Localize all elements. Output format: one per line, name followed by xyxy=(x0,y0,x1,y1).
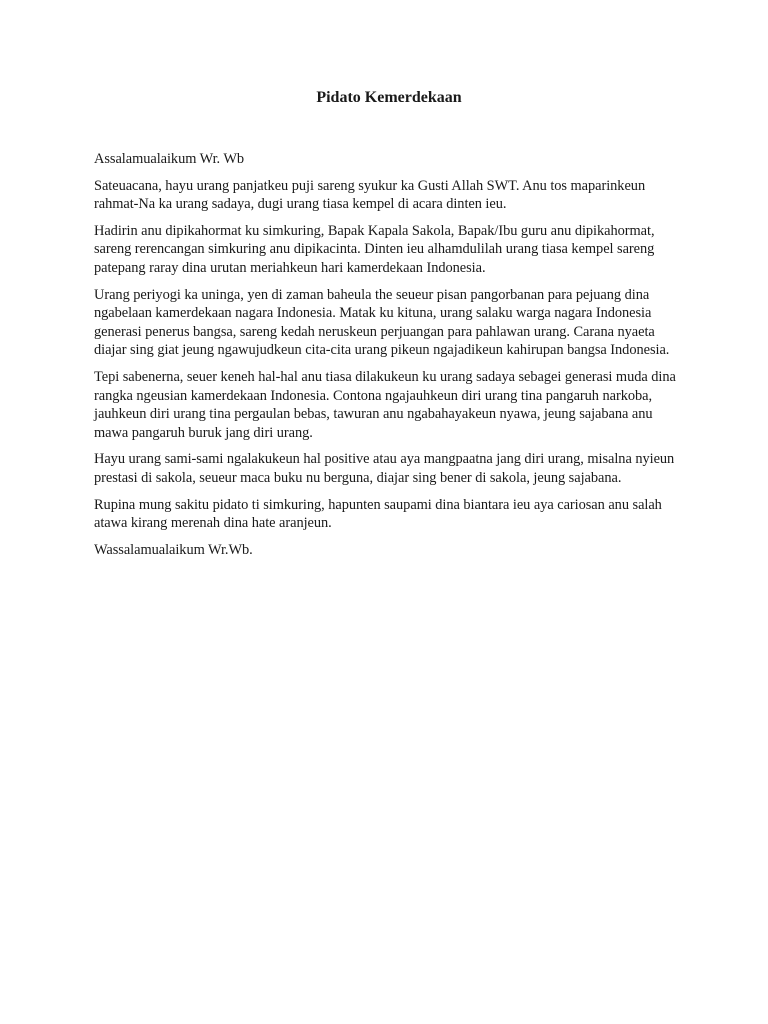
document-page xyxy=(94,88,684,567)
document-title: Pidato Kemerdekaan xyxy=(316,89,462,106)
invitation-paragraph: Hayu urang sami-sami ngalakukeun hal positive atau aya mangpaatna jang diri urang, misalna nyieun prestasi di sakola, seueur maca buku nu berguna, diajar sing bener di sakola, jeung sajabana. xyxy=(94,451,675,486)
greeting-paragraph: Assalamualaikum Wr. Wb xyxy=(94,151,245,167)
youth-paragraph: Tepi sabenerna, seuer keneh hal-hal anu tiasa dilakukeun ku urang sadaya sebagei generasi muda dina rangka ngeusian kamerdekaan Indonesia. Contona ngajauhkeun diri urang tina pangaruh narkoba, jauhkeun diri urang tina pergaulan bebas, tawuran anu ngabahayakeun nyawa, jeung sajabana anu mawa pangaruh buruk jang diri urang. xyxy=(94,368,676,441)
audience-paragraph: Hadirin anu dipikahormat ku simkuring, Bapak Kapala Sakola, Bapak/Ibu guru anu dipikahormat, sareng rerencangan simkuring anu dipikacinta. Dinten ieu alhamdulilah urang tiasa kempel sareng patepang raray dina urutan meriahkeun hari kamerdekaan Indonesia. xyxy=(94,222,655,276)
farewell-paragraph: Wassalamualaikum Wr.Wb. xyxy=(94,541,253,558)
opening-paragraph: Sateuacana, hayu urang panjatkeu puji sareng syukur ka Gusti Allah SWT. Anu tos maparinkeun rahmat-Na ka urang sadaya, dugi urang tiasa kempel di acara dinten ieu. xyxy=(94,177,646,213)
closing-paragraph: Rupina mung sakitu pidato ti simkuring, hapunten saupami dina biantara ieu aya cariosan anu salah atawa kirang merenah dina hate aranjeun. xyxy=(94,496,662,532)
history-paragraph: Urang periyogi ka uninga, yen di zaman baheula the seueur pisan pangorbanan para pejuang dina ngabelaan kamerdekaan nagara Indonesia. Matak ku kituna, urang salaku warga nagara Indonesia generasi penerus bangsa, sareng kedah neruskeun perjuangan para pahlawan urang. Carana nyaeta diajar sing giat jeung ngawujudkeun cita-cita urang pikeun ngajadikeun kahirupan bangsa Indonesia. xyxy=(94,286,670,359)
